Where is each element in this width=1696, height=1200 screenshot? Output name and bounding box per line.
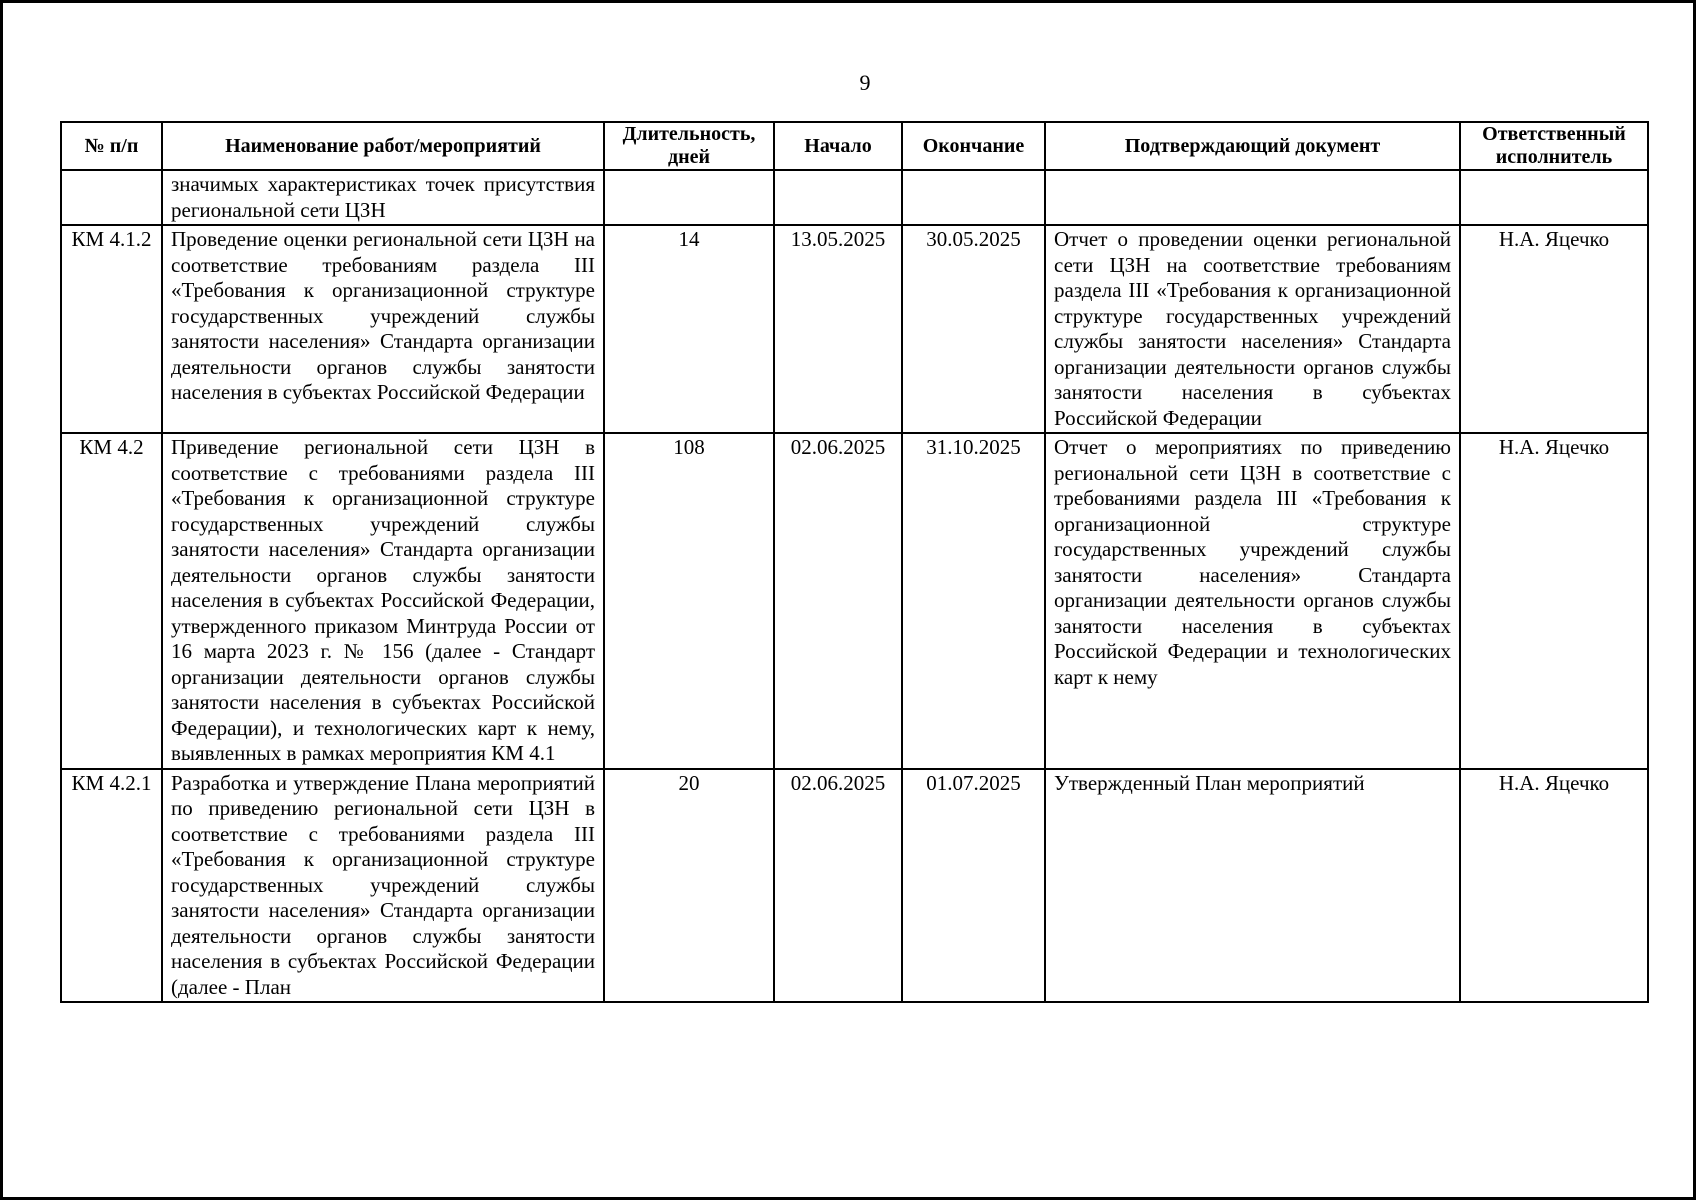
table-row — [61, 170, 1648, 225]
cell-name: Проведение оценки региональной сети ЦЗН на соответствие требованиям раздела III «Требования к организационной структуре государственных учреждений службы занятости населения» Стандарта организации деятельности органов службы занятости населения в субъектах Российской Федерации — [162, 225, 604, 433]
cell-responsible — [1460, 170, 1648, 225]
cell-duration: 14 — [604, 225, 774, 433]
cell-name: Приведение региональной сети ЦЗН в соответствие с требованиями раздела III «Требования к организационной структуре государственных учреждений службы занятости населения» Стандарта организации деятельности органов службы занятости населения в субъектах Российской Федерации, утвержденного приказом Минтруда России от 16 марта 2023 г. № 156 (далее - Стандарт организации деятельности органов службы занятости населения в субъектах Российской Федерации), и технологических карт к нему, выявленных в рамках мероприятия КМ 4.1 — [162, 433, 604, 769]
header-duration: Длительность, дней — [604, 122, 774, 170]
cell-num — [61, 170, 162, 225]
cell-duration: 20 — [604, 769, 774, 1003]
work-plan-table — [60, 121, 1649, 1003]
cell-end — [902, 170, 1045, 225]
cell-num: КМ 4.2.1 — [61, 769, 162, 1003]
table-row — [61, 769, 1648, 1003]
cell-duration — [604, 170, 774, 225]
table-header-row — [61, 122, 1648, 170]
cell-end: 01.07.2025 — [902, 769, 1045, 1003]
table-row — [61, 433, 1648, 769]
cell-responsible: Н.А. Яцечко — [1460, 769, 1648, 1003]
cell-responsible: Н.А. Яцечко — [1460, 225, 1648, 433]
scan-edge-left — [0, 0, 3, 1200]
header-document: Подтверждающий документ — [1045, 122, 1460, 170]
cell-start: 13.05.2025 — [774, 225, 902, 433]
cell-document: Утвержденный План мероприятий — [1045, 769, 1460, 1003]
scan-edge-top — [0, 0, 1696, 3]
page-number: 9 — [859, 70, 871, 95]
header-name: Наименование работ/мероприятий — [162, 122, 604, 170]
header-num: № п/п — [61, 122, 162, 170]
cell-name: значимых характеристиках точек присутствия региональной сети ЦЗН — [162, 170, 604, 225]
cell-num: КМ 4.1.2 — [61, 225, 162, 433]
cell-responsible: Н.А. Яцечко — [1460, 433, 1648, 769]
cell-start: 02.06.2025 — [774, 769, 902, 1003]
cell-document: Отчет о проведении оценки региональной сети ЦЗН на соответствие требованиям раздела III «Требования к организационной структуре государственных учреждений службы занятости населения» Стандарта организации деятельности органов службы занятости населения в субъектах Российской Федерации — [1045, 225, 1460, 433]
table-row — [61, 225, 1648, 433]
header-start: Начало — [774, 122, 902, 170]
cell-name: Разработка и утверждение Плана мероприятий по приведению региональной сети ЦЗН в соответствие с требованиями раздела III «Требования к организационной структуре государственных учреждений службы занятости населения» Стандарта организации деятельности органов службы занятости населения в субъектах Российской Федерации (далее - План — [162, 769, 604, 1003]
cell-start — [774, 170, 902, 225]
cell-document — [1045, 170, 1460, 225]
cell-end: 31.10.2025 — [902, 433, 1045, 769]
cell-duration: 108 — [604, 433, 774, 769]
header-end: Окончание — [902, 122, 1045, 170]
cell-end: 30.05.2025 — [902, 225, 1045, 433]
cell-num: КМ 4.2 — [61, 433, 162, 769]
cell-start: 02.06.2025 — [774, 433, 902, 769]
header-responsible: Ответственный исполнитель — [1460, 122, 1648, 170]
cell-document: Отчет о мероприятиях по приведению региональной сети ЦЗН в соответствие с требованиями раздела III «Требования к организационной структуре государственных учреждений службы занятости населения» Стандарта организации деятельности органов службы занятости населения в субъектах Российской Федерации и технологических карт к нему — [1045, 433, 1460, 769]
